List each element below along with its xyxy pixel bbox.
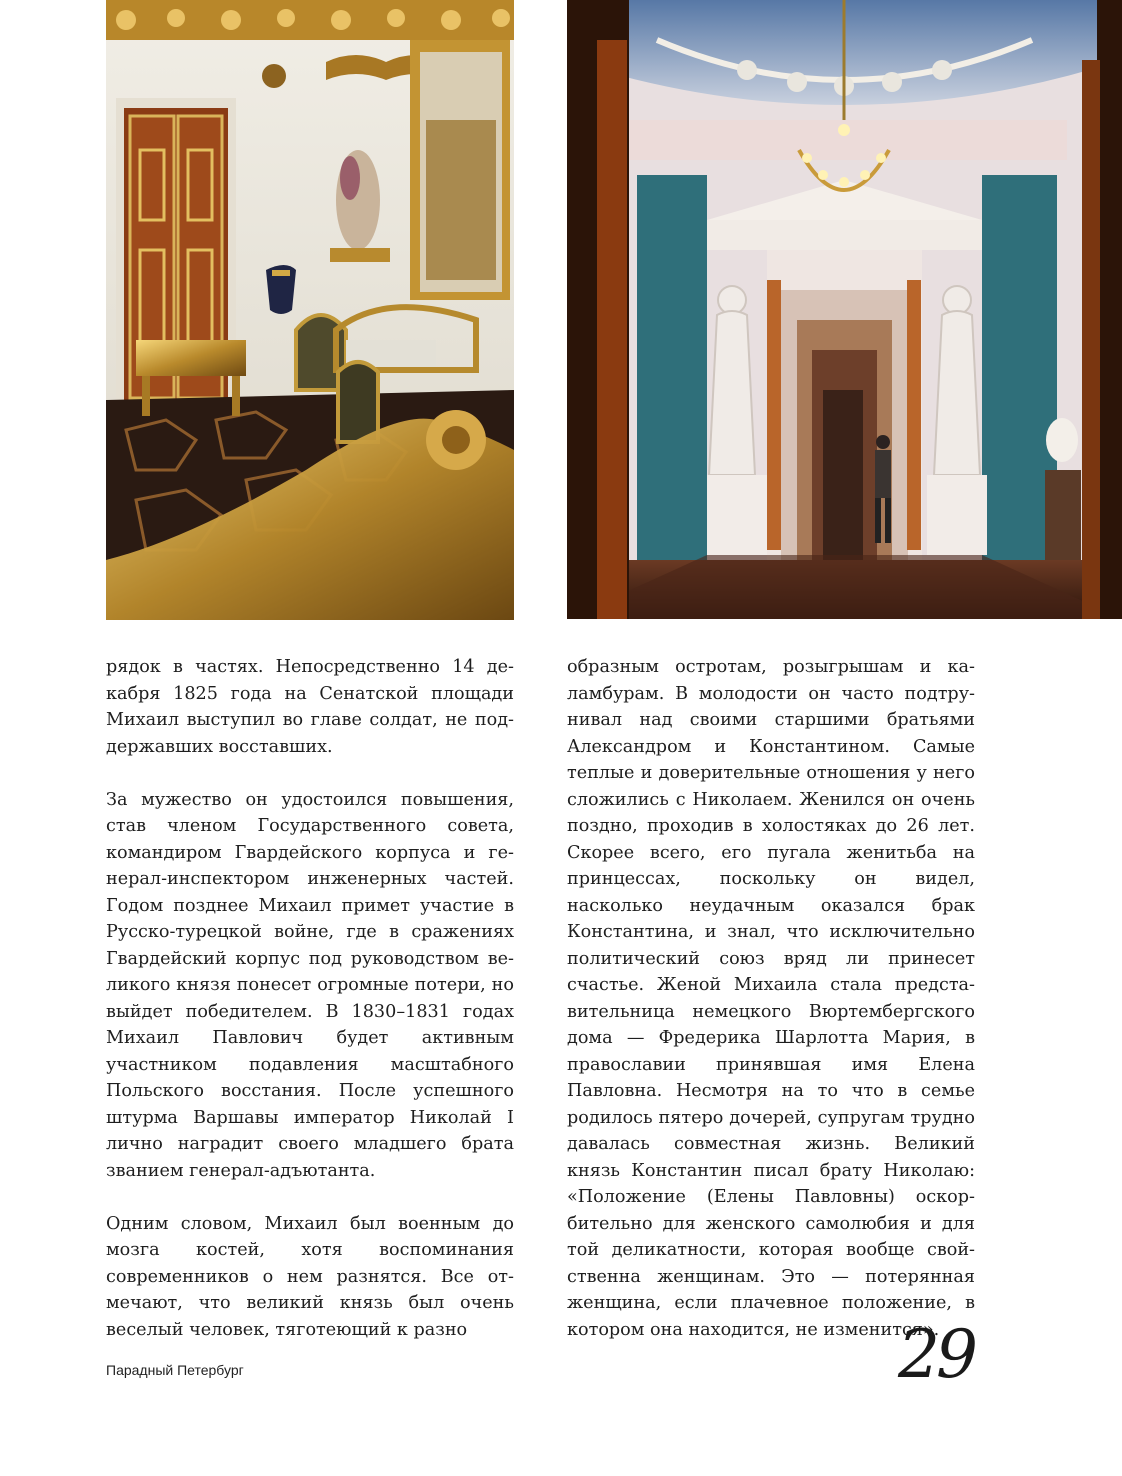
paragraph: Одним словом, Михаил был военным до мозга костей, хотя воспоминания современников о нем разнятся. Все отмечают, что великий князь был очень веселый человек, тяготеющий к разно (106, 1213, 514, 1340)
photo-palace-room (106, 0, 514, 620)
text-column-left (106, 654, 514, 1343)
paragraph: За мужество он удостоился повышения, став членом Государственного совета, командиром Гвардейского корпуса и генерал-инспектором инженерных частей. Годом позднее Михаил примет участие в Русско-турецкой войне, где в сражениях Гвардейский корпус под руководством великого князя понесет огромные потери, но выйдет победителем. В 1830–1831 годах Михаил Павлович будет активным участником подавления масштабного Польского восстания. После успешного штурма Варшавы император Николай I лично наградит своего младшего брата званием генерал-адъютанта. (106, 789, 514, 1181)
paragraph: рядок в частях. Непосредственно 14 декабря 1825 года на Сенатской площади Михаил выступил во главе солдат, не поддержавших восставших. (106, 657, 514, 757)
palace-enfilade-image (567, 0, 1122, 619)
text-column-right (567, 654, 975, 1343)
palace-room-image (106, 0, 514, 620)
paragraph: образным остротам, розыгрышам и каламбурам. В молодости он часто подтрунивал над своими старшими братьями Александром и Константином. Самые теплые и доверительные отношения у него сложились с Николаем. Женился он очень поздно, проходив в холостяках до 26 лет. Скорее всего, его пугала женитьба на принцессах, поскольку он видел, насколько неудачным оказался брак Константина, и знал, что исключительно политический союз вряд ли принесет счастье. Женой Михаила стала представительница немецкого Вюртембергского дома — Фредерика Шарлотта Мария, в православии принявшая имя Елена Павловна. Несмотря на то что в семье родилось пятеро дочерей, супругам трудно давалась совместная жизнь. Великий князь Константин писал брату Николаю: «Положение (Елены Павловны) оскорбительно для женского самолюбия и для той деликатности, которая вообще свойственна женщинам. Это — потерянная женщина, если плачевное положение, в котором она находится, не изменится». (567, 657, 975, 1340)
page-number: 29 (898, 1316, 974, 1393)
photo-palace-enfilade (567, 0, 1122, 619)
running-footer-title: Парадный Петербург (106, 1362, 244, 1378)
